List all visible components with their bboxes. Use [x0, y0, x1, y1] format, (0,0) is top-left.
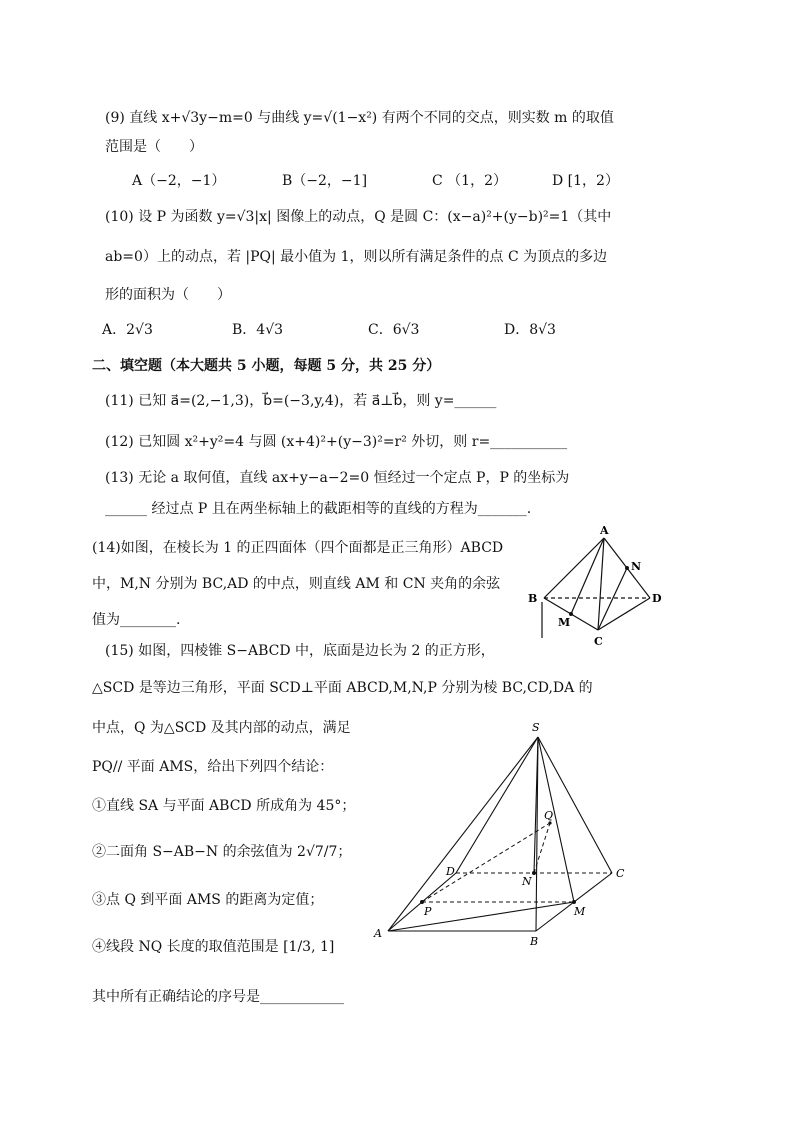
line-am — [571, 538, 604, 614]
q9-option-b: B（−2，−1] — [282, 173, 368, 189]
q15-line4: PQ// 平面 AMS，给出下列四个结论： — [92, 759, 334, 775]
point-p — [420, 900, 424, 904]
label-d: D — [446, 865, 455, 878]
q9-line2: 范围是（ ） — [105, 139, 203, 155]
q15-conclusion-4: ④线段 NQ 长度的取值范围是 [1/3, 1] — [92, 939, 335, 955]
q10-option-c: C．6√3 — [368, 322, 420, 338]
edge-sc — [538, 737, 612, 873]
q10-line2: ab=0）上的动点，若 |PQ| 最小值为 1，则以所有满足条件的点 C 为顶点的多边 — [105, 249, 608, 265]
section-heading: 二、填空题（本大题共 5 小题，每题 5 分，共 25 分） — [92, 358, 441, 374]
q12-line: (12) 已知圆 x²+y²=4 与圆 (x+4)²+(y−3)²=r² 外切，则 r=___________ — [105, 434, 568, 450]
line-am — [388, 902, 574, 931]
edge-ab — [544, 538, 604, 598]
label-d: D — [652, 592, 662, 605]
q11-line: (11) 已知 a⃗=(2,−1,3)，b⃗=(−3,y,4)，若 a⃗⊥b⃗，则 y=______ — [105, 393, 497, 409]
label-c: C — [616, 867, 625, 880]
q15-conclusion-1: ①直线 SA 与平面 ABCD 所成角为 45°； — [92, 798, 356, 814]
q10-option-a: A．2√3 — [102, 322, 153, 338]
point-n — [625, 566, 629, 570]
q14-line3: 值为________. — [92, 612, 181, 628]
q13-line2: ______ 经过点 P 且在两坐标轴上的截距相等的直线的方程为_______. — [105, 501, 532, 517]
q9-option-c: C （1，2） — [432, 173, 507, 189]
q10-line1: (10) 设 P 为函数 y=√3|x| 图像上的动点，Q 是圆 C：(x−a)²+(y−b)²=1（其中 — [105, 209, 612, 225]
label-b: B — [530, 935, 539, 948]
q10-option-b: B．4√3 — [232, 322, 284, 338]
label-n: N — [522, 875, 532, 888]
label-p: P — [424, 905, 432, 918]
point-m — [572, 900, 576, 904]
label-m: M — [574, 905, 586, 918]
q14-line2: 中，M,N 分别为 BC,AD 的中点，则直线 AM 和 CN 夹角的余弦 — [92, 576, 501, 592]
label-b: B — [528, 592, 538, 605]
label-c: C — [594, 635, 603, 648]
q14-line1: (14)如图，在棱长为 1 的正四面体（四个面都是正三角形）ABCD — [92, 540, 504, 556]
label-a: A — [374, 927, 382, 940]
label-m: M — [558, 616, 571, 629]
q9-line1: (9) 直线 x+√3y−m=0 与曲线 y=√(1−x²) 有两个不同的交点，则实数 m 的取值 — [105, 110, 614, 126]
label-a: A — [600, 524, 609, 537]
q15-final: 其中所有正确结论的序号是____________ — [92, 989, 344, 1005]
pyramid-figure — [372, 715, 642, 950]
tetrahedron-figure — [520, 520, 670, 660]
label-s: S — [532, 721, 540, 734]
edge-ac — [598, 538, 604, 630]
point-n — [532, 871, 536, 875]
label-n: N — [631, 560, 642, 573]
q15-line2: △SCD 是等边三角形，平面 SCD⊥平面 ABCD,M,N,P 分别为棱 BC,CD,DA 的 — [92, 680, 593, 696]
q10-line3: 形的面积为（ ） — [105, 287, 231, 303]
q13-line1: (13) 无论 a 取何值，直线 ax+y−a−2=0 恒经过一个定点 P，P 的坐标为 — [105, 470, 570, 486]
edge-sd — [456, 737, 538, 873]
q15-line1: (15) 如图，四棱锥 S−ABCD 中，底面是边长为 2 的正方形， — [105, 643, 495, 659]
label-q: Q — [544, 809, 554, 822]
q15-conclusion-2: ②二面角 S−AB−N 的余弦值为 2√7/7； — [92, 844, 352, 860]
q9-option-d: D [1，2） — [552, 173, 619, 189]
q9-option-a: A（−2，−1） — [132, 173, 226, 189]
q15-line3: 中点，Q 为△SCD 及其内部的动点，满足 — [92, 720, 351, 736]
q15-conclusion-3: ③点 Q 到平面 AMS 的距离为定值； — [92, 892, 324, 908]
q10-option-d: D．8√3 — [504, 322, 556, 338]
